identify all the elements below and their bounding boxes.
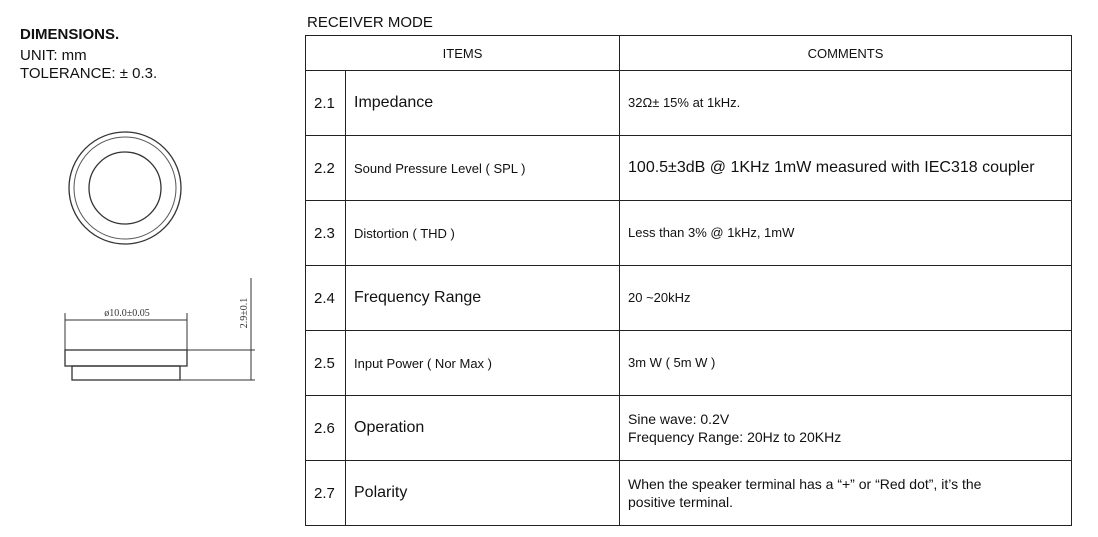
comments-header: COMMENTS: [620, 36, 1072, 71]
table-header-row: [306, 36, 1072, 71]
comment-line: When the speaker terminal has a “+” or “Red dot”, it’s the: [628, 476, 982, 492]
row-comment: 100.5±3dB @ 1KHz 1mW measured with IEC318 coupler: [620, 136, 1072, 201]
row-number: 2.4: [306, 266, 346, 331]
row-comment: [620, 461, 1072, 526]
comment-line: Sine wave: 0.2V: [628, 411, 730, 427]
speaker-dimension-drawing: [55, 128, 275, 388]
unit-label: UNIT: mm: [20, 47, 87, 64]
side-view-base: [65, 350, 187, 366]
table-row: [306, 461, 1072, 526]
tolerance-label: TOLERANCE: ± 0.3.: [20, 65, 158, 82]
row-comment: [620, 396, 1072, 461]
top-view-outer-circle: [69, 132, 181, 244]
table-row: [306, 201, 1072, 266]
dimensions-title: DIMENSIONS.: [20, 26, 120, 43]
table-row: [306, 71, 1072, 136]
row-comment: 20 ~20kHz: [620, 266, 1072, 331]
row-item: Input Power ( Nor Max ): [346, 331, 620, 396]
receiver-mode-title: RECEIVER MODE: [307, 14, 433, 31]
table-row: [306, 331, 1072, 396]
comment-line: Frequency Range: 20Hz to 20KHz: [628, 429, 842, 445]
row-number: 2.7: [306, 461, 346, 526]
dimensions-block: [20, 26, 280, 83]
diameter-dimension-label: ø10.0±0.05: [104, 308, 150, 319]
row-number: 2.5: [306, 331, 346, 396]
row-item: Frequency Range: [346, 266, 620, 331]
comment-line: positive terminal.: [628, 494, 734, 510]
row-number: 2.3: [306, 201, 346, 266]
height-dimension-label: 2.9±0.1: [239, 297, 250, 329]
row-number: 2.2: [306, 136, 346, 201]
table-row: [306, 136, 1072, 201]
row-comment: Less than 3% @ 1kHz, 1mW: [620, 201, 1072, 266]
row-item: Sound Pressure Level ( SPL ): [346, 136, 620, 201]
side-view-cap: [72, 366, 180, 380]
row-item: Impedance: [346, 71, 620, 136]
row-number: 2.1: [306, 71, 346, 136]
row-item: Polarity: [346, 461, 620, 526]
table-row: [306, 396, 1072, 461]
top-view-inner-circle: [89, 152, 161, 224]
items-header: ITEMS: [306, 36, 620, 71]
row-number: 2.6: [306, 396, 346, 461]
receiver-mode-table: [305, 35, 1072, 526]
row-comment: 3m W ( 5m W ): [620, 331, 1072, 396]
table-row: [306, 266, 1072, 331]
row-item: Distortion ( THD ): [346, 201, 620, 266]
row-comment: 32Ω± 15% at 1kHz.: [620, 71, 1072, 136]
row-item: Operation: [346, 396, 620, 461]
